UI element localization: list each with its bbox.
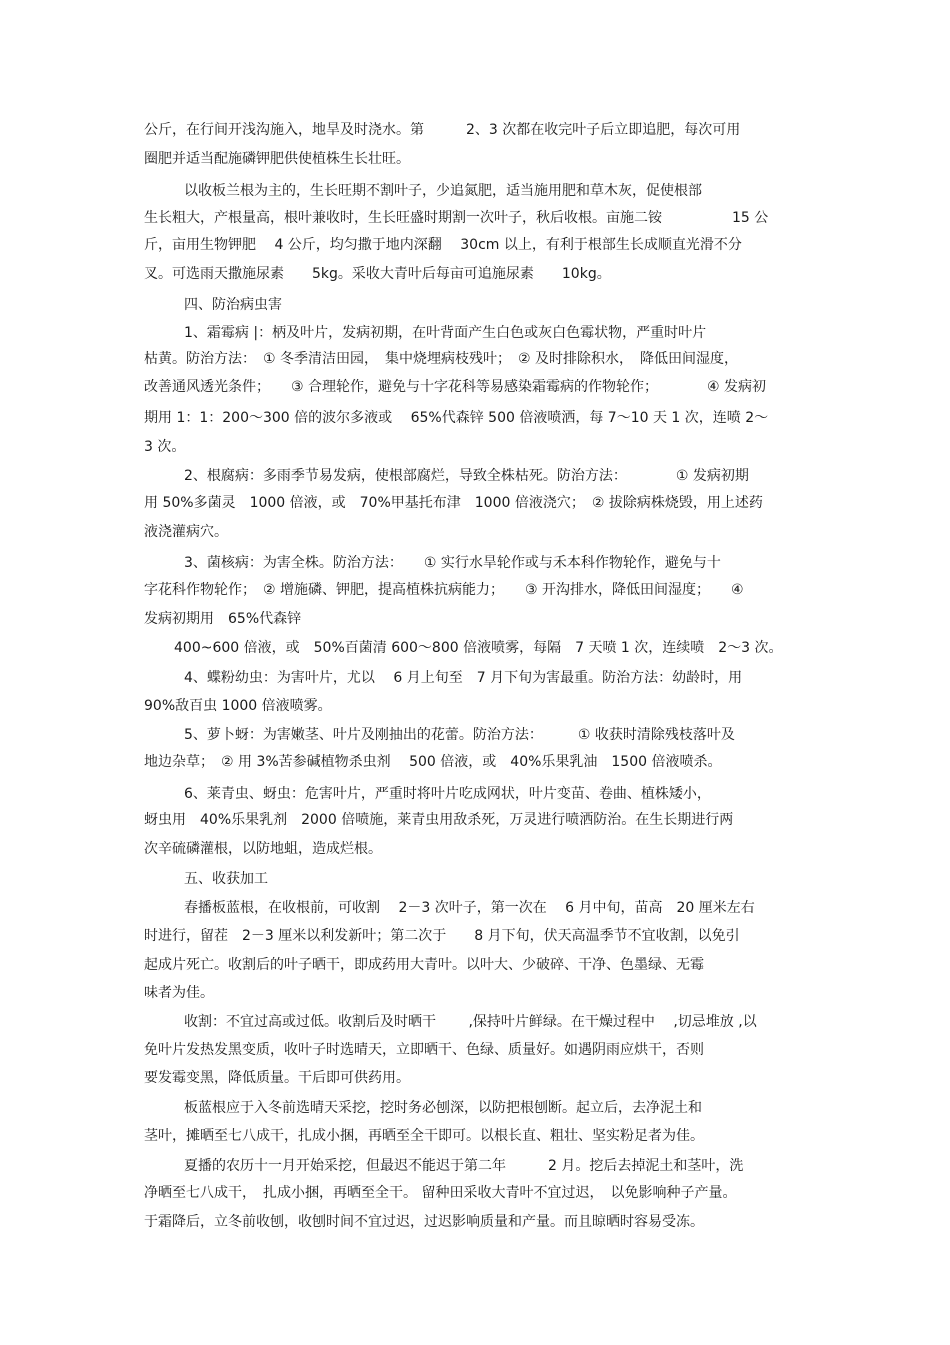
text-line: 400~600 倍液，或 50%百菌清 600～800 倍液喷雾，每隔 7 天喷 1 次，连续喷 2～3 次。 xyxy=(174,640,783,656)
text-line: 起成片死亡。收割后的叶子晒干，即成药用大青叶。以叶大、少破碎、干净、色墨绿、无霉 xyxy=(144,957,704,973)
text-line: 3、菌核病：为害全株。防治方法： ① 实行水旱轮作或与禾本科作物轮作，避免与十 xyxy=(184,555,721,571)
text-line: 公斤，在行间开浅沟施入，地旱及时浇水。第 2、3 次都在收完叶子后立即追肥，每次可用 xyxy=(144,122,741,138)
text-line: 改善通风透光条件； ③ 合理轮作，避免与十字花科等易感染霜霉病的作物轮作； ④ 发病初 xyxy=(144,379,766,395)
text-line: 次辛硫磷灌根，以防地蛆，造成烂根。 xyxy=(144,841,382,857)
text-line: 净晒至七八成干， 扎成小捆，再晒至全干。 留种田采收大青叶不宜过迟， 以免影响种子产量。 xyxy=(144,1185,737,1201)
text-line: 夏播的农历十一月开始采挖，但最迟不能迟于第二年 2 月。挖后去掉泥土和茎叶，洗 xyxy=(184,1158,744,1174)
text-line: 时进行，留茬 2－3 厘米以利发新叶；第二次于 8 月下旬，伏天高温季节不宜收割，以免引 xyxy=(144,928,740,944)
text-line: 枯黄。防治方法： ① 冬季清洁田园， 集中烧埋病枝残叶； ② 及时排除积水， 降低田间湿度， xyxy=(144,351,738,367)
text-line: 蚜虫用 40%乐果乳剂 2000 倍喷施，莱青虫用敌杀死，万灵进行喷洒防治。在生长期进行两 xyxy=(144,812,734,828)
section-heading: 四、防治病虫害 xyxy=(184,297,282,313)
text-line: 5、萝卜蚜：为害嫩茎、叶片及刚抽出的花蕾。防治方法： ① 收获时清除残枝落叶及 xyxy=(184,727,735,743)
text-line: 味者为佳。 xyxy=(144,985,214,1001)
text-line: 茎叶，摊晒至七八成干，扎成小捆，再晒至全干即可。以根长直、粗壮、坚实粉足者为佳。 xyxy=(144,1128,704,1144)
section-heading: 五、收获加工 xyxy=(184,871,268,887)
text-line: 以收板兰根为主的，生长旺期不割叶子，少追氮肥，适当施用肥和草木灰，促使根部 xyxy=(184,183,702,199)
text-line: 要发霉变黑，降低质量。干后即可供药用。 xyxy=(144,1070,410,1086)
text-line: 用 50%多菌灵 1000 倍液，或 70%甲基托布津 1000 倍液浇穴； ② 拔除病株烧毁，用上述药 xyxy=(144,495,763,511)
text-line: 板蓝根应于入冬前选晴天采挖，挖时务必刨深，以防把根刨断。起立后，去净泥土和 xyxy=(184,1100,702,1116)
text-line: 4、蝶粉幼虫：为害叶片，尤以 6 月上旬至 7 月下旬为害最重。防治方法：幼龄时，用 xyxy=(184,670,743,686)
text-line: 6、莱青虫、蚜虫：危害叶片，严重时将叶片吃成网状，叶片变苗、卷曲、植株矮小， xyxy=(184,786,711,802)
text-line: 1、霜霉病 |：柄及叶片，发病初期，在叶背面产生白色或灰白色霉状物，严重时叶片 xyxy=(184,325,707,341)
text-line: 发病初期用 65%代森锌 xyxy=(144,611,302,627)
text-line: 收割：不宜过高或过低。收割后及时晒干 ,保持叶片鲜绿。在干燥过程中 ,切忌堆放 ,以 xyxy=(184,1014,757,1030)
text-line: 2、根腐病：多雨季节易发病，使根部腐烂，导致全株枯死。防治方法： ① 发病初期 xyxy=(184,468,749,484)
text-line: 字花科作物轮作； ② 增施磷、钾肥，提高植株抗病能力； ③ 开沟排水，降低田间湿度； ④ xyxy=(144,582,744,598)
text-line: 90%敌百虫 1000 倍液喷雾。 xyxy=(144,698,332,714)
text-line: 期用 1：1：200～300 倍的波尔多液或 65%代森锌 500 倍液喷洒，每 7～10 天 1 次，连喷 2～ xyxy=(144,410,769,426)
text-line: 圈肥并适当配施磷钾肥供使植株生长壮旺。 xyxy=(144,151,410,167)
text-line: 液浇灌病穴。 xyxy=(144,524,228,540)
text-line: 叉。可选雨天撒施尿素 5kg。采收大青叶后每亩可追施尿素 10kg。 xyxy=(144,266,611,282)
text-line: 地边杂草； ② 用 3%苦参碱植物杀虫剂 500 倍液，或 40%乐果乳油 1500 倍液喷杀。 xyxy=(144,754,722,770)
text-line: 斤，亩用生物钾肥 4 公斤，均匀撒于地内深翻 30cm 以上，有利于根部生长成顺直光滑不分 xyxy=(144,237,742,253)
text-line: 3 次。 xyxy=(144,439,186,455)
text-line: 生长粗大，产根量高，根叶兼收时，生长旺盛时期割一次叶子，秋后收根。亩施二铵 15 公 xyxy=(144,210,769,226)
text-line: 春播板蓝根，在收根前，可收割 2－3 次叶子，第一次在 6 月中旬，苗高 20 厘米左右 xyxy=(184,900,755,916)
text-line: 免叶片发热发黑变质，收叶子时选晴天，立即晒干、色绿、质量好。如遇阴雨应烘干，否则 xyxy=(144,1042,704,1058)
text-line: 于霜降后，立冬前收刨，收刨时间不宜过迟，过迟影响质量和产量。而且晾晒时容易受冻。 xyxy=(144,1214,704,1230)
